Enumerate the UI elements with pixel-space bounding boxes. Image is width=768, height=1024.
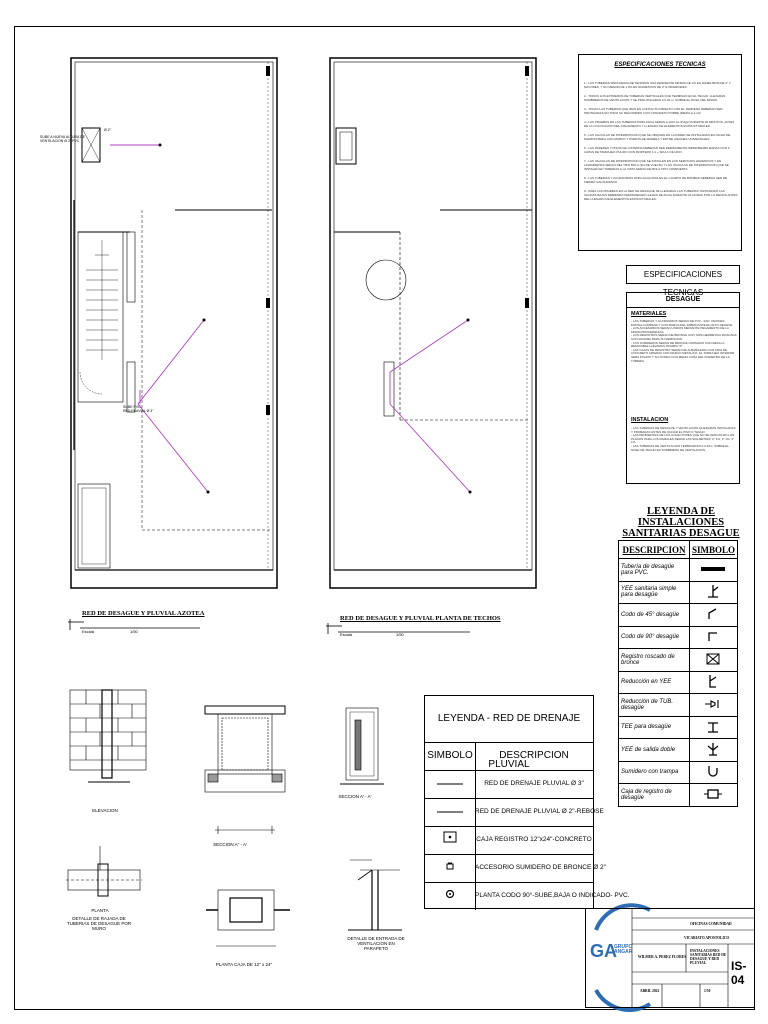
technical-specs-title: ESPECIFICACIONES TECNICAS	[614, 62, 706, 68]
pluvial-desc: PLANTA CODO 90°-SUBE,BAJA O INDICADO- PVC.	[475, 892, 630, 899]
legend-col-description: DESCRIPCION	[619, 541, 690, 559]
legend-desc: Codo de 90° desagüe	[619, 626, 690, 649]
date: ABRIL 2022	[640, 989, 660, 993]
register-box-icon	[689, 784, 737, 807]
yee-double-icon	[689, 739, 737, 762]
threaded-register-icon	[689, 649, 737, 672]
pluvial-row	[425, 798, 604, 827]
legend-desc: Reducción en YEE	[619, 671, 690, 694]
pluvial-desc: RED DE DRENAJE PLUVIAL Ø 2"-REBOSE	[475, 808, 604, 815]
detail-ventilation-label: DETALLE DE ENTRADA DE VENTILACION EN PARAPETO	[347, 936, 405, 951]
spec-line: 6.- LAS PAREDES Y PISOS DE CISTERNA DEBERAN SER DEBIDAMENTE IMPERMEABILIZADAS CON 2 CAPAS DE TARRAJEO PULIDO CON MORTERO 1:1 + SIKA 1 DILUIDO.	[584, 146, 730, 154]
materials-line: - LOS SUMIDEROS SERAN DE BRONCE CROMADO CON REJILLA REMOVIBLE LLEVARAN TRAMPA "P".	[631, 340, 725, 349]
svg-text:RED PLUVIAL Ø 3": RED PLUVIAL Ø 3"	[123, 409, 154, 413]
legend-desc: Sumidero con trampa	[619, 761, 690, 784]
pluvial-desc: CAJA REGISTRO 12"x24"-CONCRETO	[476, 836, 592, 843]
legend-col-symbol: SIMBOLO	[689, 541, 737, 559]
legend-row	[619, 604, 738, 627]
detail-elevation	[70, 690, 146, 782]
sheet-number: IS-04	[731, 959, 747, 987]
installation-line: - LAS TUBERIAS DE VENTILACION TERMINARAN A 0.30m. SOBRE EL NIVEL DE TECHO EN SOMBRERO DE VENTILACION.	[631, 443, 729, 452]
pluvial-header-row	[425, 742, 593, 771]
yee-reduction-icon	[689, 671, 737, 694]
legend-desc: YEE de salida doble	[619, 739, 690, 762]
spec-line: 9.- PARA LAS PRUEBAS EN LA RED DE DESAGÜE SE LLENARAN LAS TUBERIAS TAPONANDO LAS SALIDAS BAJAS DEBIENDO PERMANECER LLENAS DE AGUA DURANTE 24 HORAS POR LO MENOS ANTES DEL LLENADO DE ELEMENTOS ESTRUCTURALES.	[584, 189, 738, 201]
pipe-line-icon	[689, 559, 737, 582]
sheet-content: INSTALACIONES SANITARIAS RED DE DESAGUE Y RED PLUVIAL	[690, 949, 727, 965]
project-name: OFICINAS COMUNIDAD	[690, 922, 732, 926]
materials-line: - LAS TUBERIAS Y ACCESORIOS SERAN DE PVC - SAP, UNIONES ESPIGA-CAMPANA Y CON MARCA DEL FABRICANTE EN ALTO RELIEVE.	[631, 319, 734, 327]
owner-name: VICARIATO APOSTOLICO	[684, 936, 730, 940]
pluvial-row	[425, 826, 593, 855]
drainage-specs-subheader: DESAGÜE	[627, 293, 739, 308]
svg-text:SUBE PVC: SUBE PVC	[123, 405, 141, 409]
left-plan-title: RED DE DESAGUE Y PLUVIAL AZOTEA	[82, 610, 205, 617]
tee-icon	[689, 716, 737, 739]
left-plan-scale-label: Escala	[82, 629, 95, 634]
legend-row	[619, 671, 738, 694]
installation-line: - LAS TUBERIAS DE DESAGÜE Y VENTILACION QUEDARAN INSTALADAS Y PROBADAS ANTES DE VACIAR EL PISO O TECHO.	[631, 426, 736, 434]
trap-drain-icon	[689, 761, 737, 784]
company-name: GRUPO ANGAR	[614, 944, 633, 955]
left-drainage-pipes	[110, 145, 208, 492]
drainage-specs-header: ESPECIFICACIONES TECNICAS	[626, 265, 740, 284]
installation-line: - LAS PENDIENTES DE LOS COLECTORES QUE NO SE INDICAN EN LOS PLANOS PARA LOS RAMALES SERAN LAS SIGUIENTES: 2" 1%, 3" 1%, 4" 1%.	[631, 433, 735, 445]
legend-row	[619, 761, 738, 784]
pluvial-col-description: DESCRIPCION	[499, 750, 569, 761]
detail-ventilation	[348, 860, 402, 930]
drain-icon	[425, 854, 476, 882]
designer-name: WILMER A. PEREZ FLORES	[638, 955, 687, 959]
legend-row	[619, 559, 738, 582]
pluvial-row	[425, 854, 606, 883]
elbow-90-icon	[689, 626, 737, 649]
legend-desc: Codo de 45° desagüe	[619, 604, 690, 627]
spec-line: 7.- LAS VALVULAS DE INTERRUPCION QUE SE INSTALEN EN LOS SERVICIOS HIGIENICOS Y EN LAVANDERIAS SERAN DEL TIPO BOLA (3/4 DE VUELTA) Y LAS VALVULAS DE INTERRUPCION QUE SE INSTALEN EN TUBERIAS A LA VISTA SERAN DE BOLA TIPO COMPUERTA.	[584, 159, 729, 171]
right-drainage-pipes	[390, 320, 470, 492]
left-plan-scale-value: 1/50	[130, 629, 138, 634]
installation-heading: INSTALACION	[631, 417, 669, 423]
materials-line: - LOS REGISTROS SERAN DE BRONCE CON TAPA HERMETICA ROSCADA CON RANURA PARA SU REMOCION.	[631, 333, 737, 341]
svg-text:SUBE A NUEVA ALTURA DE: SUBE A NUEVA ALTURA DE	[40, 135, 85, 139]
pluvial-row	[425, 770, 593, 799]
pluvial-desc: RED DE DRENAJE PLUVIAL Ø 3"	[484, 780, 584, 787]
detail-section-b-label: SECCION A' - A'	[338, 794, 372, 799]
detail-rejilla-label: DETALLE DE RAJADA DE TUBERIAS DE DESAGUE POR MURO	[66, 916, 132, 931]
detail-section-b	[340, 708, 384, 784]
drainage-specs-box	[626, 292, 740, 484]
legend-desc: Registro roscado de bronce	[619, 649, 690, 672]
materials-line: - LAS CAJAS DE REGISTRO SERAN DE ALBAÑILERIA CON TAPA DE CONCRETO ARMADO CON MARCO METALICO, EL TARRAJEO INTERIOR SERA PULIDO Y SU FONDO CON MEDIA CAÑA DEL DIAMETRO DE LA TUBERIA.	[631, 347, 735, 363]
spec-line: 5.- LAS VALVULAS DE INTERRUPCION QUE SE UBIQUEN EN LA PARED SE INSTALARAN EN NICHO DE MAMPOSTERIA CON MARCO Y PUERTA DE MADERA Y ENTRE UNIONES UNIVERSALES.	[584, 133, 731, 141]
scale-value: 1/50	[704, 989, 711, 993]
svg-text:VENTILACION Ø 2" PVC: VENTILACION Ø 2" PVC	[40, 139, 80, 143]
right-plan-title: RED DE DESAGUE Y PLUVIAL PLANTA DE TECHOS	[340, 615, 501, 622]
legend-desc: YEE sanitaria simple para desagüe	[619, 581, 690, 604]
svg-text:Ø 2": Ø 2"	[104, 128, 111, 132]
pluvial-legend-box	[424, 695, 630, 909]
elbow-45-icon	[689, 604, 737, 627]
detail-plan-caja-label: PLANTA CAJA DE 12" x 24"	[215, 962, 273, 967]
register-box-icon	[425, 826, 476, 854]
spec-line: 8.- LAS TUBERIAS Y ACCESORIOS PARA AGUA FRIA EN EL CUARTO DE BOMBAS DEBERAN SER DE FIERRO GALVANIZADO.	[584, 176, 728, 184]
solid-line-icon	[425, 770, 476, 798]
company-logo: GA	[590, 941, 617, 961]
right-plan-scale-value: 1/50	[396, 632, 404, 637]
materials-line: - LOS ACCESORIOS SERAN UNIDOS MEDIANTE PEGAMENTO DE LA MISMA PROCEDENCIA.	[631, 326, 729, 334]
materials-heading: MATERIALES	[631, 311, 667, 317]
spec-line: 4.- LAS PRUEBAS EN LAS TUBERIAS PARA AGUA SERAN A 100 Lbs./Pulg2 DURANTE 30 MINUTOS, ANTES DE LA COLOCACION DEL AISLAMIENTO Y LLENADO DE ELEMENTOS ESTRUCTURALES.	[584, 120, 735, 128]
pipe-reduction-icon	[689, 694, 737, 717]
pluvial-row	[425, 882, 630, 910]
technical-specs-box	[578, 54, 742, 251]
legend-desc: Reducción de TUB. desagüe	[619, 694, 690, 717]
pluvial-legend-title: LEYENDA - RED DE DRENAJE PLUVIAL	[425, 696, 593, 743]
detail-plan-rejilla	[66, 846, 142, 896]
spec-line: 1.- LAS TUBERIAS PARA DESAGÜE TENDRAN UNA PENDIENTE MINIMA DE 1% EN DIAMETROS DE 4" Y MAYORES, Y NO MENOR DE 1.5% EN DIAMETROS DE 3" E INFERIORES.	[584, 81, 731, 89]
pluvial-desc: ACCESORIO SUMIDERO DE BRONCE Ø 2"	[475, 864, 606, 871]
technical-specs-list	[584, 81, 738, 206]
elbow-icon	[425, 882, 476, 910]
spec-line: 3.- TODAS LAS TUBERIAS QUE IRAN EN CONTACTO DIRECTO CON EL TERRENO DEBERAN SER PROTEGIDAS EN TODO SU RECORRIDO CON CONCRETO POBRE (MEZCLA 1:12).	[584, 107, 723, 115]
right-plan-scale-label: Escala	[340, 632, 353, 637]
legend-row	[619, 581, 738, 604]
legend-row	[619, 649, 738, 672]
legend-row	[619, 694, 738, 717]
detail-elevation-label: ELEVACION	[92, 808, 118, 813]
detail-plan-label: PLANTA	[91, 908, 109, 913]
pluvial-col-symbol: SIMBOLO	[425, 742, 476, 770]
installation-text	[631, 427, 737, 452]
spec-line: 2.- TODOS LOS EXTREMOS DE TUBERIAS VERTICALES QUE TERMINAN EN EL TECHO, LLEVARAN SOMBREROS DE VENTILACION Y SE PROLONGARAN A 0.30 m. SOBRE EL NIVEL DEL MISMO.	[584, 94, 726, 102]
sanitary-legend-title: LEYENDA DE INSTALACIONES SANITARIAS DESAGUE	[622, 506, 740, 539]
legend-row	[619, 716, 738, 739]
materials-text	[631, 320, 737, 363]
left-floor-plan	[71, 58, 277, 588]
detail-section-a	[205, 706, 285, 834]
legend-desc: Tubería de desagüe para PVC.	[619, 559, 690, 582]
solid-line-icon	[425, 798, 476, 826]
legend-row	[619, 784, 738, 807]
right-floor-plan	[330, 58, 536, 588]
detail-plan-caja	[206, 890, 290, 946]
title-block	[585, 908, 755, 1008]
legend-desc: Caja de registro de desagüe	[619, 784, 690, 807]
legend-row	[619, 739, 738, 762]
legend-header-row	[619, 541, 738, 559]
legend-desc: TEE para desagüe	[619, 716, 690, 739]
legend-row	[619, 626, 738, 649]
sanitary-legend-table	[618, 540, 738, 807]
detail-section-a-label: SECCION A'' - A'	[213, 842, 247, 847]
yee-simple-icon	[689, 581, 737, 604]
